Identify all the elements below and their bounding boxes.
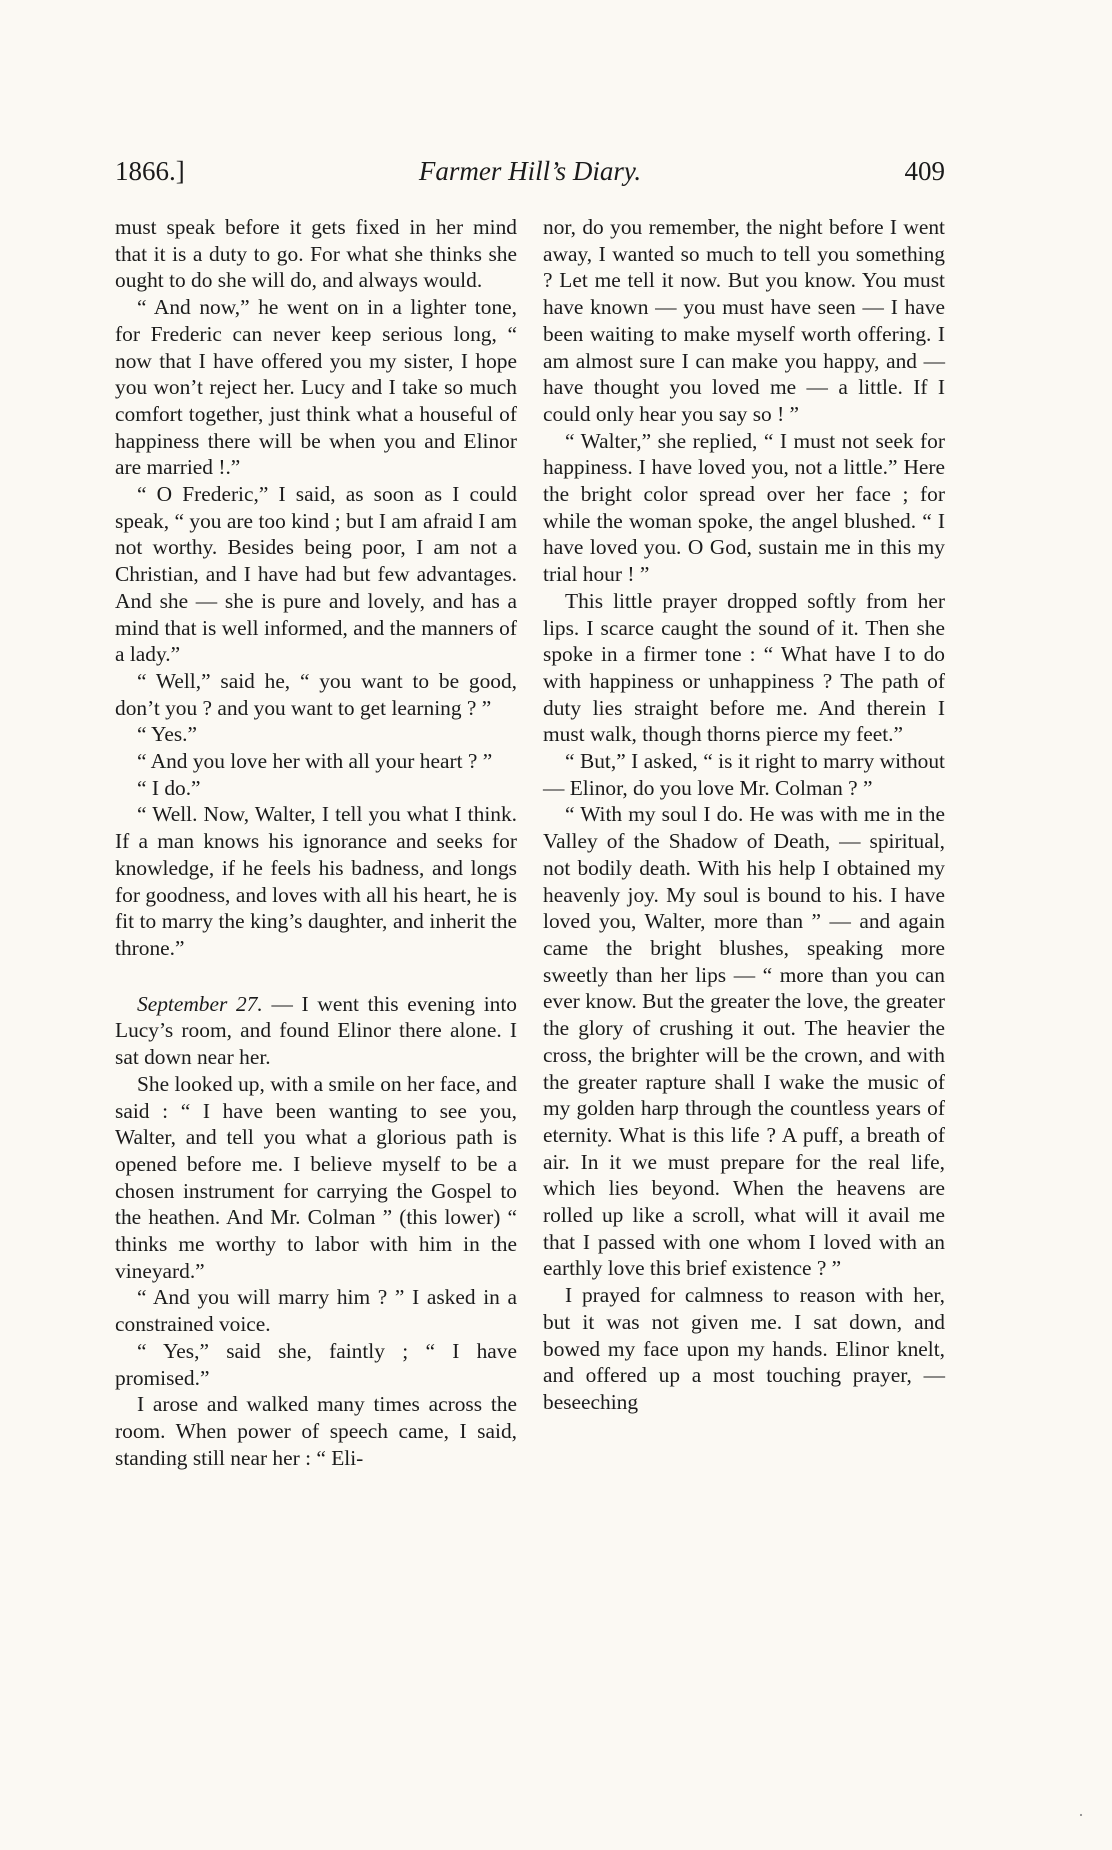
paragraph: must speak before it gets fixed in her mind that it is a duty to go. For what she thinks she ought to do she will do, and always would.	[115, 215, 517, 293]
entry-text: — I went this evening into Lucy’s room, and found Elinor there alone. I sat down near her.	[115, 991, 517, 1070]
left-column	[115, 214, 517, 1471]
paragraph: “ Well. Now, Walter, I tell you what I think. If a man knows his ignorance and seeks for knowledge, if he feels his badness, and longs for goodness, and loves with all his heart, he is fit to marry the king’s daughter, and inherit the throne.”	[115, 802, 517, 960]
page-number: 409	[904, 156, 945, 186]
right-column	[543, 214, 945, 1416]
header-title: Farmer Hill’s Diary.	[418, 156, 642, 186]
running-header	[115, 156, 945, 196]
paragraph: She looked up, with a smile on her face, and said : “ I have been wanting to see you, Walter, and tell you what a glorious path is opened before me. I believe myself to be a chosen instrument for carrying the Gospel to the heathen. And Mr. Colman ” (this lower) “ thinks me worthy to labor with him in the vineyard.”	[115, 1071, 517, 1283]
paragraph: “ With my soul I do. He was with me in the Valley of the Shadow of Death, — spiritual, not bodily death. With his help I obtained my heavenly joy. My soul is bound to his. I have loved you, Walter, more than ” — and again came the bright blushes, speaking more sweetly than her lips — “ more than you can ever know. But the greater the love, the greater the glory of crushing it out. The heavier the cross, the brighter will be the crown, and with the greater rapture shall I wake the music of my golden harp through the countless years of eternity. What is this life ? A puff, a breath of air. In it we must prepare for the real life, which lies beyond. When the heavens are rolled up like a scroll, what will it avail me that I passed with one whom I loved with an earthly love this brief existence ? ”	[543, 802, 945, 1281]
paragraph: This little prayer dropped softly from her lips. I scarce caught the sound of it. Then she spoke in a firmer tone : “ What have I to do with happiness or unhappiness ? The path of duty lies straight before me. And therein I must walk, though thorns pierce my feet.”	[543, 588, 945, 747]
paragraph: “ I do.”	[137, 775, 201, 800]
diary-entry-paragraph	[115, 991, 517, 1071]
paragraph: I prayed for calmness to reason with her, but it was not given me. I sat down, and bowed my face upon my hands. Elinor knelt, and offered up a most touching prayer, — beseeching	[543, 1283, 945, 1414]
paragraph: “ Yes,” said she, faintly ; “ I have promised.”	[115, 1338, 517, 1390]
paragraph: “ Yes.”	[137, 722, 198, 747]
print-speck: ·	[1078, 1805, 1084, 1825]
paragraph: “ Walter,” she replied, “ I must not seek for happiness. I have loved you, not a little.” Here the bright color spread over her face ; for while the woman spoke, the angel blushed. “ I have loved you. O God, sustain me in this my trial hour ! ”	[543, 428, 945, 587]
header-year: 1866.]	[115, 156, 185, 186]
paragraph: “ O Frederic,” I said, as soon as I could speak, “ you are too kind ; but I am afraid I am not worthy. Besides being poor, I am not a Christian, and I have had but few advantages. And she — she is pure and lovely, and has a mind that is well informed, and the manners of a lady.”	[115, 482, 517, 667]
paragraph: “ Well,” said he, “ you want to be good, don’t you ? and you want to get learning ? ”	[115, 668, 517, 720]
paragraph: nor, do you remember, the night before I went away, I wanted so much to tell you something ? Let me tell it now. But you know. You must have known — you must have seen — I have been waiting to make myself worth offering. I am almost sure I can make you happy, and — have thought you loved me — a little. If I could only hear you say so ! ”	[543, 215, 945, 426]
paragraph: I arose and walked many times across the room. When power of speech came, I said, standing still near her : “ Eli-	[115, 1392, 517, 1470]
paragraph: “ And you love her with all your heart ? ”	[137, 749, 493, 774]
entry-date: September 27.	[137, 991, 263, 1016]
paragraph: “ And now,” he went on in a lighter tone, for Frederic can never keep serious long, “ now that I have offered you my sister, I hope you won’t reject her. Lucy and I take so much comfort together, just think what a houseful of happiness there will be when you and Elinor are married !.”	[115, 295, 517, 480]
paragraph: “ But,” I asked, “ is it right to marry without — Elinor, do you love Mr. Colman ? ”	[543, 749, 945, 800]
paragraph: “ And you will marry him ? ” I asked in a constrained voice.	[115, 1285, 517, 1337]
